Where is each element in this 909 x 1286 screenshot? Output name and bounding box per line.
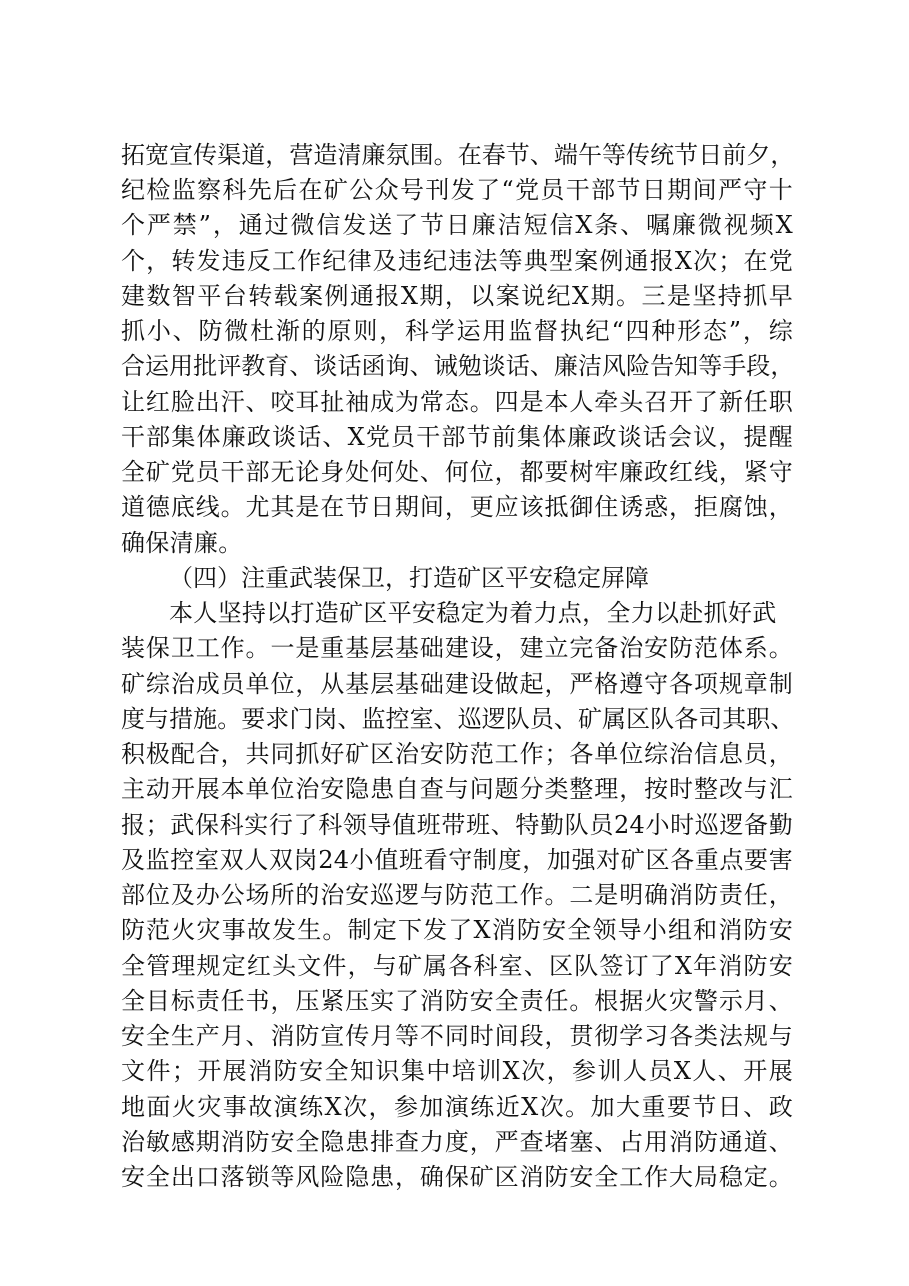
paragraph-line: 确保清廉。 <box>121 529 243 557</box>
paragraph-line: 纪检监察科先后在矿公众号刊发了“党员干部节日期间严守十 <box>121 176 793 204</box>
paragraph-line: 合运用批评教育、谈话函询、诫勉谈话、廉洁风险告知等手段， <box>121 352 795 380</box>
paragraph-line: 干部集体廉政谈话、X党员干部节前集体廉政谈话会议，提醒 <box>121 423 793 451</box>
paragraph-line: 积极配合，共同抓好矿区治安防范工作；各单位综治信息员， <box>121 740 793 768</box>
paragraph-line: 本人坚持以打造矿区平安稳定为着力点，全力以赴抓好武 <box>169 599 777 627</box>
section-heading: （四）注重武装保卫，打造矿区平安稳定屏障 <box>169 564 649 592</box>
paragraph-line: 文件；开展消防安全知识集中培训X次，参训人员X人、开展 <box>121 1057 793 1085</box>
paragraph-line: 让红脸出汗、咬耳扯袖成为常态。四是本人牵头召开了新任职 <box>121 388 793 416</box>
paragraph-line: 安全出口落锁等风险隐患，确保矿区消防安全工作大局稳定。 <box>121 1163 793 1191</box>
paragraph-line: 地面火灾事故演练X次，参加演练近X次。加大重要节日、政 <box>121 1093 793 1121</box>
paragraph-line: 全目标责任书，压紧压实了消防安全责任。根据火灾警示月、 <box>121 987 793 1015</box>
paragraph-line: 防范火灾事故发生。制定下发了X消防安全领导小组和消防安 <box>121 916 793 944</box>
paragraph-line: 报；武保科实行了科领导值班带班、特勤队员24小时巡逻备勤 <box>121 811 793 839</box>
paragraph-line: 及监控室双人双岗24小值班看守制度，加强对矿区各重点要害 <box>121 846 793 874</box>
paragraph-line: 建数智平台转载案例通报X期，以案说纪X期。三是坚持抓早 <box>121 282 793 310</box>
paragraph-line: 装保卫工作。一是重基层基础建设，建立完备治安防范体系。 <box>121 634 793 662</box>
paragraph-line: 度与措施。要求门岗、监控室、巡逻队员、矿属区队各司其职、 <box>121 705 795 733</box>
paragraph-line: 抓小、防微杜渐的原则，科学运用监督执纪“四种形态”，综 <box>121 317 793 345</box>
paragraph-line: 主动开展本单位治安隐患自查与问题分类整理，按时整改与汇 <box>121 775 793 803</box>
paragraph-line: 部位及办公场所的治安巡逻与防范工作。二是明确消防责任， <box>121 881 793 909</box>
paragraph-line: 个，转发违反工作纪律及违纪违法等典型案例通报X次；在党 <box>121 247 793 275</box>
paragraph-line: 拓宽宣传渠道，营造清廉氛围。在春节、端午等传统节日前夕， <box>121 141 795 169</box>
paragraph-line: 个严禁”，通过微信发送了节日廉洁短信X条、嘱廉微视频X <box>121 211 793 239</box>
paragraph-line: 道德底线。尤其是在节日期间，更应该抵御住诱惑，拒腐蚀， <box>121 493 793 521</box>
paragraph-line: 矿综治成员单位，从基层基础建设做起，严格遵守各项规章制 <box>121 670 793 698</box>
paragraph-line: 治敏感期消防安全隐患排查力度，严查堵塞、占用消防通道、 <box>121 1128 793 1156</box>
paragraph-line: 安全生产月、消防宣传月等不同时间段，贯彻学习各类法规与 <box>121 1022 793 1050</box>
paragraph-line: 全管理规定红头文件，与矿属各科室、区队签订了X年消防安 <box>121 952 793 980</box>
paragraph-line: 全矿党员干部无论身处何处、何位，都要树牢廉政红线，紧守 <box>121 458 793 486</box>
